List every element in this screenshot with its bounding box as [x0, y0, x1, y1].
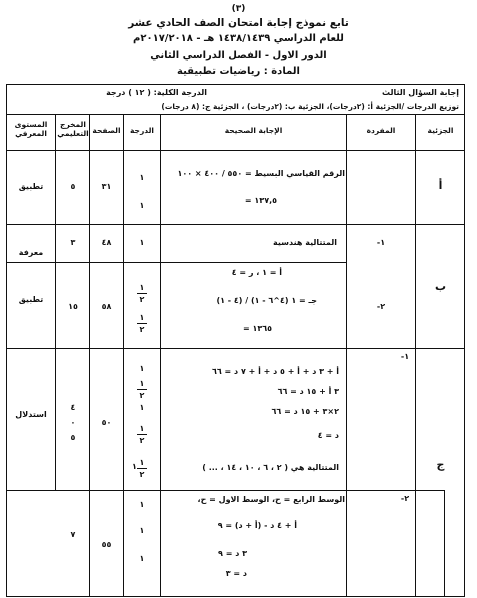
part-c1-line4: د = ٤	[317, 431, 339, 440]
page-number: (٣)	[231, 4, 246, 14]
part-c2-grade-1: ١	[139, 500, 145, 509]
part-b1-grade: ١	[139, 238, 145, 247]
col-grade-divider	[160, 114, 161, 597]
header-row-bottom	[6, 150, 465, 151]
part-a-answer-line1: الرقم القياسي البسيط = ٥٥٠ / ٤٠٠ × ١٠٠	[177, 169, 345, 178]
part-b1-answer: المتتالية هندسية	[273, 238, 337, 247]
col-header-level: المستوى المعرفي	[14, 120, 48, 138]
part-c1-level: استدلال	[15, 410, 47, 419]
row-b1-bottom	[6, 262, 346, 263]
part-b2-grade-half-1: ١ ٢	[135, 283, 149, 304]
part-c2-line2: أ + ٤ د - (أ + د) = ٩	[217, 521, 297, 530]
part-c2-line4: د = ٣	[225, 569, 247, 578]
part-c1-outcome-3: ٥	[70, 433, 76, 442]
row-c1-bottom	[6, 490, 444, 491]
col-level-divider	[55, 114, 56, 491]
part-b2-item: -٢	[376, 302, 386, 311]
inner-frame-right	[444, 490, 445, 597]
part-c2-line3: ٣ د = ٩	[218, 549, 247, 558]
part-a-grade-2: ١	[139, 201, 145, 210]
part-c1-outcome-1: ٤	[70, 403, 76, 412]
part-c1-grade-half-2: ١ ٢	[135, 424, 149, 445]
part-c1-line3: ٢×٣ + ١٥ د = ٦٦	[271, 407, 339, 416]
part-c1-line1: أ + ٣ د + أ + ٥ د + أ + ٧ د = ٦٦	[212, 367, 339, 376]
part-c1-line2: ٣ أ + ١٥ د = ٦٦	[277, 387, 339, 396]
header-subject: المادة : رياضيات تطبيقية	[177, 66, 300, 77]
part-b2-line2: جـ = ١ (٤^٦ - ١) / (٤ - ١)	[216, 296, 317, 305]
part-b2-level: تطبيق	[18, 295, 44, 304]
part-c2-item: -٢	[400, 494, 410, 503]
part-b1-item: -١	[376, 238, 386, 247]
part-a-grade-1: ١	[139, 173, 145, 182]
part-a-level: تطبيق	[18, 182, 44, 191]
header-title: تابع نموذج إجابة امتحان الصف الحادي عشر	[128, 17, 349, 29]
part-b1-level: معرفة	[18, 248, 44, 257]
row-b-bottom	[6, 348, 465, 349]
part-c2-grade-2: ١	[139, 526, 145, 535]
part-c1-grade-half-1: ١ ٢	[135, 379, 149, 400]
part-c1-grade-2: ١	[139, 403, 145, 412]
part-c1-outcome-2: ٠	[70, 418, 76, 427]
part-b2-line1: أ = ١ ، ر = ٤	[231, 268, 282, 277]
header-academic-year: للعام الدراسي ١٤٣٨/١٤٣٩ هـ - ٢٠١٧/٢٠١٨م	[133, 33, 344, 44]
question-title: إجابة السؤال الثالث	[381, 88, 459, 97]
part-c2-grade-3: ١	[139, 554, 145, 563]
col-page-divider	[123, 114, 124, 597]
part-c2-line1: الوسط الرابع = ح، الوسط الاول = ح،	[197, 495, 345, 504]
header-semester: الدور الاول - الفصل الدراسي الثاني	[150, 50, 327, 61]
part-b2-line3: = ١٣٦٥	[242, 324, 272, 333]
part-c1-grade-mixed: ١ ٢	[135, 458, 149, 479]
col-header-answer: الإجابة الصحيحة	[224, 126, 283, 135]
part-b1-outcome: ٣	[70, 238, 76, 247]
col-header-item: المفردة	[366, 126, 396, 135]
part-c1-grade-1: ١	[139, 364, 145, 373]
col-header-outcome: المخرج التعليمي	[57, 120, 89, 138]
row-a-bottom	[6, 224, 465, 225]
part-c1-line5: المتتالية هي ( ٢ ، ٦ ، ١٠ ، ١٤ ، ... )	[202, 463, 339, 472]
col-header-page: الصفحة	[92, 126, 121, 135]
part-b2-grade-half-2: ١ ٢	[135, 313, 149, 334]
part-b2-page: ٥٨	[101, 302, 112, 311]
col-header-part: الجزئية	[427, 126, 454, 135]
part-c1-grade-mixed-whole: ١	[132, 462, 137, 471]
part-c2-outcome: ٧	[70, 530, 76, 539]
part-a-page: ٣١	[101, 182, 112, 191]
part-b1-page: ٤٨	[101, 238, 112, 247]
part-b-label: ب	[434, 280, 447, 293]
part-c1-item: -١	[400, 352, 410, 361]
col-header-grade: الدرجة	[130, 126, 154, 135]
col-answer-divider	[346, 114, 347, 597]
part-a-outcome: ٥	[70, 182, 76, 191]
part-a-label: أ	[438, 179, 443, 192]
part-c2-page: ٥٥	[101, 540, 112, 549]
part-b2-outcome: ١٥	[68, 302, 78, 311]
part-a-answer-line2: = ١٣٧,٥	[244, 196, 277, 205]
part-c-label: ج	[436, 458, 445, 471]
grade-distribution: توزيع الدرجات /الجزئية أ: (٢درجات)، الجزئية ب: (٢درجات) ، الجزئية ج: (٨ درجات)	[161, 102, 459, 111]
total-grade: الدرجة الكلية: ( ١٢ ) درجة	[106, 88, 207, 97]
info-divider	[6, 114, 465, 115]
part-c1-page: ٥٠	[101, 418, 112, 427]
